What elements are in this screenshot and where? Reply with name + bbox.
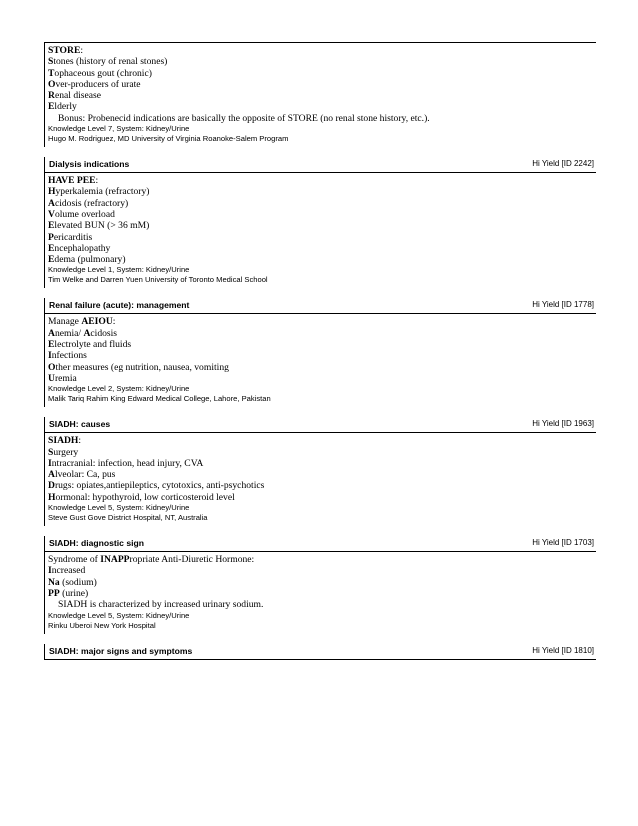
author-credit: Malik Tariq Rahim King Edward Medical College, Lahore, Pakistan [48,394,271,404]
entry-gap [44,634,596,644]
mnemonic-line [48,45,596,56]
knowledge-level: Knowledge Level 5, System: Kidney/Urine [48,610,190,620]
entry-header [44,644,596,660]
line-bold: INAPP [100,554,130,566]
line-text: remia [54,372,77,384]
line-text: (sodium) [59,576,97,588]
document-page [44,42,596,660]
line-text: Bonus: Probenecid indications are basically the opposite of STORE (no renal stone history, etc.). [58,112,430,124]
entry-header [44,417,596,433]
entry-yield-id: Hi Yield [ID 1703] [532,538,594,548]
line-bold: I [48,350,52,362]
line-bold: S [48,446,54,458]
line-bold: AEIOU [81,316,113,328]
line-bold: H [48,186,56,198]
entry-body [44,433,596,526]
entry-yield-id: Hi Yield [ID 1810] [532,645,594,655]
entry-yield-id: Hi Yield [ID 1963] [532,419,594,429]
line-bold: S [48,56,54,68]
line-text: : [80,45,84,56]
entry-gap [44,288,596,298]
entry-header [44,157,596,173]
mnemonic-entry [44,407,596,526]
line-text: ntracranial: infection, head injury, CVA [51,457,204,469]
mnemonic-line [48,113,596,124]
mnemonic-line [48,198,596,209]
mnemonic-line [48,469,596,480]
line-text: (urine) [59,587,89,599]
line-text: ver-producers of urate [55,78,141,90]
entry-body [44,173,596,288]
line-bold: E [48,254,55,266]
line-bold: V [48,208,55,220]
line-bold: I [48,457,52,469]
mnemonic-line [48,56,596,67]
entry-title: SIADH: causes [49,419,111,430]
entry-header [44,536,596,552]
mnemonic-line [48,209,596,220]
mnemonic-line [48,186,596,197]
mnemonic-entry [44,634,596,660]
author-credit: Hugo M. Rodriguez, MD University of Virginia Roanoke-Salem Program [48,134,289,144]
line-bold: A [48,327,55,339]
line-text: cidosis [90,327,118,339]
mnemonic-line [48,565,596,576]
line-text: ropriate Anti-Diuretic Hormone: [129,554,255,566]
mnemonic-line [48,577,596,588]
mnemonic-line [48,435,596,446]
line-text: levated BUN (> 36 mM) [54,220,150,232]
knowledge-level: Knowledge Level 2, System: Kidney/Urine [48,384,190,394]
line-text: ormonal: hypothyroid, low corticosteroid level [55,491,235,503]
line-bold: A [48,469,55,481]
mnemonic-entry [44,42,596,147]
mnemonic-entry [44,288,596,407]
entry-gap [44,147,596,157]
line-bold: E [48,339,55,351]
line-bold: O [48,78,56,90]
mnemonic-line [48,447,596,458]
line-text: ther measures (eg nutrition, nausea, vomiting [55,361,229,373]
mnemonic-line [48,90,596,101]
mnemonic-line [48,316,596,327]
mnemonic-line [48,220,596,231]
mnemonic-line [48,232,596,243]
line-bold: T [48,67,55,79]
mnemonic-line [48,68,596,79]
line-text: SIADH is characterized by increased urinary sodium. [58,599,264,611]
line-bold: O [48,361,56,373]
mnemonic-line [48,492,596,503]
line-bold: U [48,372,55,384]
line-text: olume overload [54,208,115,220]
line-text: rugs: opiates,antiepileptics, cytotoxics, anti-psychotics [54,480,265,492]
entry-gap [44,526,596,536]
line-text: lectrolyte and fluids [54,339,132,351]
line-text: nemia/ [54,327,84,339]
knowledge-level: Knowledge Level 1, System: Kidney/Urine [48,265,190,275]
line-bold: D [48,480,55,492]
mnemonic-line [48,458,596,469]
line-text: urgery [53,446,79,458]
line-text: : [112,316,116,328]
line-bold: Na [48,576,60,588]
line-bold: P [48,231,54,243]
line-bold: R [48,90,55,102]
line-bold: E [48,101,55,113]
mnemonic-line [48,328,596,339]
mnemonic-entry [44,147,596,288]
entry-body [44,314,596,407]
mnemonic-line [48,588,596,599]
line-text: ericarditis [53,231,93,243]
author-credit: Tim Welke and Darren Yuen University of Toronto Medical School [48,275,268,285]
line-bold: STORE [48,45,81,56]
knowledge-level: Knowledge Level 5, System: Kidney/Urine [48,503,190,513]
line-text: : [78,435,82,447]
line-bold: H [48,491,56,503]
mnemonic-line [48,599,596,610]
author-credit: Steve Gust Gove District Hospital, NT, Australia [48,513,208,523]
line-text: nfections [51,350,87,362]
mnemonic-line [48,554,596,565]
line-text: dema (pulmonary) [54,254,126,266]
entry-title: SIADH: diagnostic sign [49,538,145,549]
entry-header [44,298,596,314]
entry-title: SIADH: major signs and symptoms [49,645,193,656]
line-text: yperkalemia (refractory) [55,186,150,198]
line-text: cidosis (refractory) [54,197,129,209]
entry-body [44,43,596,147]
entry-gap [44,407,596,417]
mnemonic-line [48,480,596,491]
line-bold: I [48,565,52,577]
entry-yield-id: Hi Yield [ID 1778] [532,300,594,310]
mnemonic-line [48,350,596,361]
author-credit: Rinku Uberoi New York Hospital [48,620,156,630]
line-text: ncephalopathy [54,242,111,254]
mnemonic-line [48,243,596,254]
mnemonic-entry [44,526,596,633]
entry-body [44,552,596,633]
mnemonic-line [48,373,596,384]
line-prefix: Syndrome of [48,554,101,566]
line-text: lveolar: Ca, pus [54,469,116,481]
line-text: ncreased [51,565,86,577]
line-bold: PP [48,587,60,599]
mnemonic-line [48,362,596,373]
line-text: ophaceous gout (chronic) [54,67,152,79]
mnemonic-line [48,175,596,186]
line-prefix: Manage [48,316,82,328]
line-bold: A [83,327,91,339]
line-bold: SIADH [48,435,79,447]
line-bold: A [48,197,55,209]
mnemonic-line [48,101,596,112]
line-text: enal disease [54,90,102,102]
line-bold: E [48,242,55,254]
line-text: lderly [54,101,77,113]
knowledge-level: Knowledge Level 7, System: Kidney/Urine [48,124,190,134]
line-bold: E [48,220,55,232]
line-text: tones (history of renal stones) [53,56,168,68]
mnemonic-line [48,79,596,90]
mnemonic-line [48,339,596,350]
line-text: : [95,175,99,187]
line-bold: HAVE PEE [48,175,96,187]
entry-title: Dialysis indications [49,159,130,170]
mnemonic-line [48,254,596,265]
entry-title: Renal failure (acute): management [49,300,190,311]
entry-yield-id: Hi Yield [ID 2242] [532,159,594,169]
